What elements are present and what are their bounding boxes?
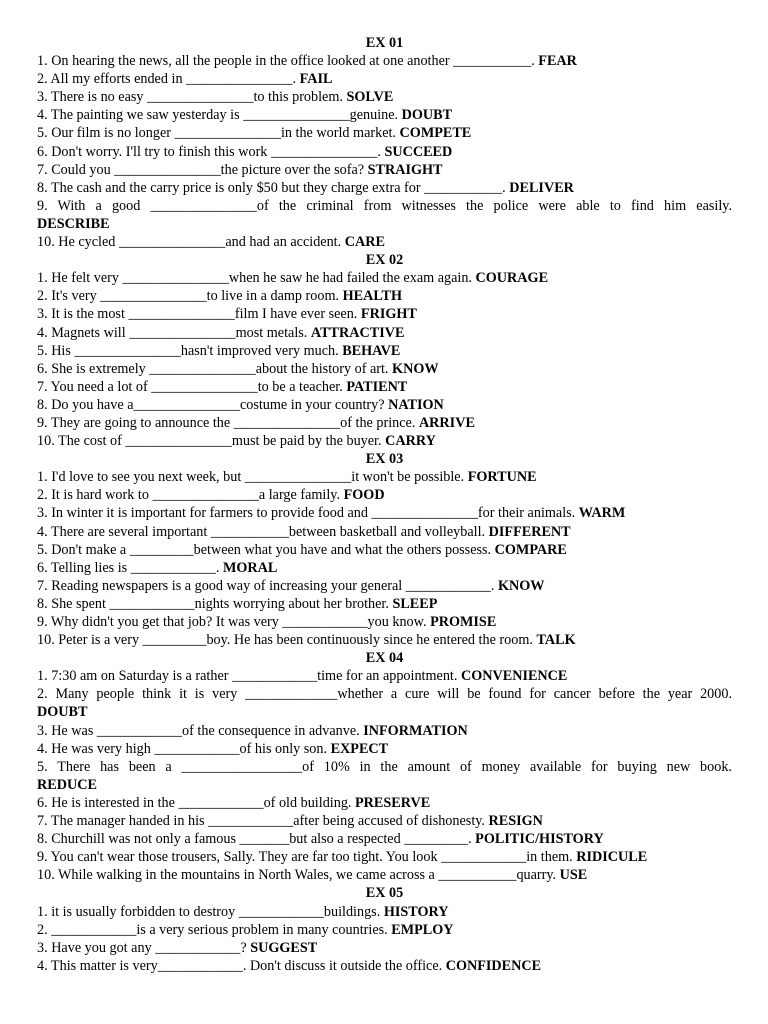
item-text: in them. <box>526 849 577 866</box>
keyword-line <box>37 703 732 721</box>
keyword: DESCRIBE <box>37 215 110 232</box>
answer-blank: _______________ <box>129 324 236 341</box>
item-text: . <box>292 71 300 88</box>
answer-blank: _________________ <box>181 758 303 775</box>
item-text: hasn't improved very much. <box>180 342 343 359</box>
answer-blank: _________ <box>404 831 469 848</box>
answer-blank: _________ <box>142 632 207 649</box>
answer-blank: ____________ <box>441 849 527 866</box>
item-text: 4. This matter is very <box>37 957 158 974</box>
exercise-heading: EX 01 <box>365 35 404 51</box>
answer-blank: _______________ <box>122 270 229 287</box>
exercise-heading: EX 04 <box>365 650 404 667</box>
answer-blank: ___________ <box>453 53 532 70</box>
item-text: to this problem. <box>253 89 347 106</box>
keyword: INFORMATION <box>363 722 468 739</box>
item-text: 6. She is extremely <box>37 360 150 377</box>
exercise-item <box>37 486 732 504</box>
exercise-item <box>37 432 732 450</box>
item-text: but also a respected <box>289 831 405 848</box>
answer-blank: ___________ <box>424 179 503 196</box>
exercise-item <box>37 631 732 649</box>
exercise-item <box>37 921 732 939</box>
exercise-item <box>37 541 732 559</box>
exercise-item <box>37 957 732 975</box>
item-text: 2. <box>37 921 52 938</box>
item-text: 7. Could you <box>37 161 115 178</box>
item-text: . Don't discuss it outside the office. <box>242 957 446 974</box>
item-text: . <box>468 831 476 848</box>
exercise-item <box>37 722 732 740</box>
item-text: film I have ever seen. <box>234 306 361 323</box>
exercise-item <box>37 613 732 631</box>
item-text: 9. They are going to announce the <box>37 414 234 431</box>
item-text: . <box>377 143 385 160</box>
item-text: of old building. <box>263 794 356 811</box>
answer-blank: _______________ <box>152 487 259 504</box>
keyword: WARM <box>578 505 626 522</box>
exercise-item <box>37 324 732 342</box>
answer-blank: _______________ <box>118 234 226 251</box>
exercise-item <box>37 414 732 432</box>
item-text: whether a cure will be found for cancer before the year 2000. <box>337 686 733 703</box>
keyword: HEALTH <box>342 288 402 305</box>
keyword: NATION <box>388 396 444 413</box>
keyword: CARRY <box>385 433 436 450</box>
keyword: PROMISE <box>430 614 497 630</box>
exercise-item <box>37 179 732 197</box>
answer-blank: _______________ <box>114 161 221 178</box>
item-text: . <box>502 179 510 196</box>
item-text: 3. He was <box>37 722 97 739</box>
exercise-item <box>37 378 732 396</box>
keyword: FORTUNE <box>467 469 537 486</box>
item-text: 2. It's very <box>37 288 101 305</box>
keyword: DIFFERENT <box>488 523 571 540</box>
answer-blank: ____________ <box>109 595 195 612</box>
item-text: it won't be possible. <box>351 469 468 486</box>
item-text: 5. Our film is no longer <box>37 125 175 142</box>
exercise-item <box>37 197 732 215</box>
answer-blank: _______________ <box>174 125 281 142</box>
item-text: of the criminal from witnesses the police were able to find him easily. <box>256 197 732 214</box>
item-text: 5. There has been a <box>37 758 182 775</box>
exercise-item <box>37 342 732 360</box>
answer-blank: _______________ <box>150 197 257 214</box>
answer-blank: _______________ <box>74 342 181 359</box>
exercise-item <box>37 595 732 613</box>
exercise-item <box>37 233 732 251</box>
item-text: is a very serious problem in many countries. <box>136 921 392 938</box>
exercise-item <box>37 559 732 577</box>
item-text: 1. On hearing the news, all the people in the office looked at one another <box>37 53 454 70</box>
item-text: 7. You need a lot of <box>37 378 152 395</box>
exercise-item <box>37 812 732 830</box>
keyword: SUCCEED <box>384 143 453 160</box>
keyword: KNOW <box>392 360 439 377</box>
keyword: REDUCE <box>37 776 97 793</box>
keyword: BEHAVE <box>342 342 401 359</box>
item-text: of his only son. <box>239 740 331 757</box>
answer-blank: ____________ <box>282 614 368 630</box>
item-text: 3. There is no easy <box>37 89 148 106</box>
item-text: 4. There are several important <box>37 523 211 540</box>
keyword: HISTORY <box>383 903 449 920</box>
item-text: between basketball and volleyball. <box>288 523 489 540</box>
item-text: for their animals. <box>477 505 579 522</box>
keyword: KNOW <box>497 577 545 594</box>
item-text: 7. Reading newspapers is a good way of increasing your general <box>37 577 406 594</box>
item-text: and had an accident. <box>225 234 345 251</box>
answer-blank: ____________ <box>405 577 491 594</box>
item-text: 3. Have you got any <box>37 939 156 956</box>
exercise-item <box>37 468 732 486</box>
exercise-item <box>37 287 732 305</box>
exercise-item <box>37 504 732 522</box>
keyword-line <box>37 215 732 233</box>
exercise-item <box>37 88 732 106</box>
answer-blank: ____________ <box>178 794 264 811</box>
exercise-item <box>37 685 732 703</box>
item-text: boy. He has been continuously since he entered the room. <box>206 632 537 649</box>
item-text: 5. Don't make a <box>37 541 130 558</box>
item-text: . <box>490 577 498 594</box>
exercise-item <box>37 396 732 414</box>
item-text: 5. His <box>37 342 75 359</box>
answer-blank: ____________ <box>232 668 318 685</box>
answer-blank: _______________ <box>186 71 293 88</box>
exercise-item <box>37 866 732 884</box>
keyword: DELIVER <box>509 179 574 196</box>
exercise-item <box>37 269 732 287</box>
item-text: the picture over the sofa? <box>220 161 368 178</box>
item-text: of 10% in the amount of money available for buying new book. <box>302 758 732 775</box>
exercise-item <box>37 577 732 595</box>
exercise-item <box>37 523 732 541</box>
keyword: CONVENIENCE <box>460 668 568 685</box>
item-text: 10. The cost of <box>37 433 126 450</box>
item-text: 10. Peter is a very <box>37 632 143 649</box>
item-text: 10. He cycled <box>37 234 119 251</box>
item-text: 2. All my efforts ended in <box>37 71 187 88</box>
exercise-item <box>37 794 732 812</box>
answer-blank: _______________ <box>147 89 254 106</box>
item-text: about the history of art. <box>255 360 393 377</box>
item-text: 3. It is the most <box>37 306 129 323</box>
item-text: 1. it is usually forbidden to destroy <box>37 903 239 920</box>
keyword: CONFIDENCE <box>445 957 542 974</box>
item-text: you know. <box>367 614 431 630</box>
item-text: must be paid by the buyer. <box>231 433 386 450</box>
item-text: 10. While walking in the mountains in North Wales, we came across a <box>37 867 439 884</box>
item-text: a large family. <box>258 487 344 504</box>
exercise-item <box>37 903 732 921</box>
keyword: FAIL <box>299 71 333 88</box>
keyword: SUGGEST <box>250 939 318 956</box>
keyword: POLITIC/HISTORY <box>475 831 604 848</box>
item-text: 4. Magnets will <box>37 324 130 341</box>
keyword: RIDICULE <box>576 849 648 866</box>
item-text: 9. Why didn't you get that job? It was very <box>37 614 283 630</box>
item-text: nights worrying about her brother. <box>194 595 393 612</box>
answer-blank: _____________ <box>245 686 338 703</box>
item-text: after being accused of dishonesty. <box>293 813 489 830</box>
item-text: 7. The manager handed in his <box>37 813 209 830</box>
item-text: 4. The painting we saw yesterday is <box>37 107 244 124</box>
exercise-item <box>37 939 732 957</box>
answer-blank: ____________ <box>238 903 324 920</box>
item-text: 1. He felt very <box>37 270 123 287</box>
answer-blank: _______________ <box>243 107 350 124</box>
item-text: 3. In winter it is important for farmers to provide food and <box>37 505 372 522</box>
keyword-line <box>37 776 732 794</box>
keyword: STRAIGHT <box>367 161 443 178</box>
keyword: SLEEP <box>392 595 438 612</box>
exercise-item <box>37 143 732 161</box>
answer-blank: _______________ <box>371 505 478 522</box>
keyword: FRIGHT <box>360 306 417 323</box>
answer-blank: _______________ <box>128 306 235 323</box>
keyword: EMPLOY <box>391 921 454 938</box>
item-text: of the prince. <box>340 414 419 431</box>
item-text: 6. He is interested in the <box>37 794 179 811</box>
item-text: 9. With a good <box>37 197 151 214</box>
item-text: 2. Many people think it is very <box>37 686 246 703</box>
item-text: genuine. <box>349 107 402 124</box>
keyword: FOOD <box>343 487 385 504</box>
exercise-heading: EX 03 <box>365 451 404 468</box>
exercise-item <box>37 161 732 179</box>
keyword: SOLVE <box>346 89 394 106</box>
answer-blank: _______________ <box>100 288 207 305</box>
item-text: 8. She spent <box>37 595 110 612</box>
answer-blank: ____________ <box>154 740 240 757</box>
keyword: DOUBT <box>37 704 88 721</box>
exercise-item <box>37 848 732 866</box>
item-text: 1. 7:30 am on Saturday is a rather <box>37 668 233 685</box>
answer-blank: ____________ <box>157 957 243 974</box>
answer-blank: ____________ <box>208 813 294 830</box>
exercise-item <box>37 106 732 124</box>
answer-blank: _________ <box>129 541 194 558</box>
answer-blank: ____________ <box>96 722 183 739</box>
item-text: . <box>215 559 223 576</box>
keyword: COURAGE <box>475 270 549 287</box>
item-text: of the consequence in advanve. <box>182 722 364 739</box>
item-text: in the world market. <box>280 125 400 142</box>
keyword: FEAR <box>538 53 577 70</box>
exercise-item <box>37 52 732 70</box>
answer-blank: _______________ <box>125 433 232 450</box>
keyword: COMPARE <box>494 541 567 558</box>
exercise-item <box>37 70 732 88</box>
answer-blank: ____________ <box>51 921 137 938</box>
item-text: 4. He was very high <box>37 740 155 757</box>
answer-blank: _______________ <box>270 143 378 160</box>
item-text: 2. It is hard work to <box>37 487 153 504</box>
keyword: CARE <box>344 234 385 251</box>
exercise-heading: EX 05 <box>365 885 404 902</box>
answer-blank: _______ <box>239 831 290 848</box>
answer-blank: _______________ <box>149 360 256 377</box>
keyword: RESIGN <box>488 813 543 830</box>
exercise-item <box>37 124 732 142</box>
answer-blank: _______________ <box>133 396 240 413</box>
exercise-item <box>37 667 732 685</box>
keyword: TALK <box>536 632 576 649</box>
answer-blank: ____________ <box>155 939 241 956</box>
answer-blank: ___________ <box>210 523 289 540</box>
exercise-item <box>37 305 732 323</box>
item-text: to be a teacher. <box>257 378 347 395</box>
item-text: . <box>531 53 539 70</box>
exercise-item <box>37 758 732 776</box>
item-text: time for an appointment. <box>317 668 461 685</box>
exercise-item <box>37 360 732 378</box>
item-text: 6. Telling lies is <box>37 559 131 576</box>
item-text: when he saw he had failed the exam again. <box>228 270 476 287</box>
keyword: DOUBT <box>401 107 453 124</box>
exercise-item <box>37 830 732 848</box>
item-text: buildings. <box>323 903 384 920</box>
item-text: 8. Do you have a <box>37 396 134 413</box>
keyword: ARRIVE <box>418 414 475 431</box>
answer-blank: _______________ <box>151 378 258 395</box>
item-text: costume in your country? <box>239 396 389 413</box>
item-text: 8. The cash and the carry price is only $50 but they charge extra for <box>37 179 425 196</box>
keyword: USE <box>559 867 588 884</box>
keyword: PRESERVE <box>355 794 431 811</box>
item-text: most metals. <box>235 324 311 341</box>
keyword: COMPETE <box>399 125 472 142</box>
item-text: ? <box>240 939 251 956</box>
item-text: to live in a damp room. <box>206 288 343 305</box>
item-text: 1. I'd love to see you next week, but <box>37 469 245 486</box>
answer-blank: _______________ <box>233 414 341 431</box>
item-text: 6. Don't worry. I'll try to finish this work <box>37 143 271 160</box>
keyword: MORAL <box>222 559 278 576</box>
item-text: 9. You can't wear those trousers, Sally. They are far too tight. You look <box>37 849 442 866</box>
keyword: ATTRACTIVE <box>310 324 405 341</box>
exercise-item <box>37 740 732 758</box>
keyword: PATIENT <box>346 378 408 395</box>
item-text: between what you have and what the others possess. <box>193 541 495 558</box>
exercise-heading: EX 02 <box>365 252 404 269</box>
item-text: quarry. <box>516 867 560 884</box>
answer-blank: ___________ <box>438 867 517 884</box>
answer-blank: _______________ <box>244 469 352 486</box>
keyword: EXPECT <box>330 740 389 757</box>
answer-blank: ____________ <box>130 559 216 576</box>
item-text: 8. Churchill was not only a famous <box>37 831 240 848</box>
